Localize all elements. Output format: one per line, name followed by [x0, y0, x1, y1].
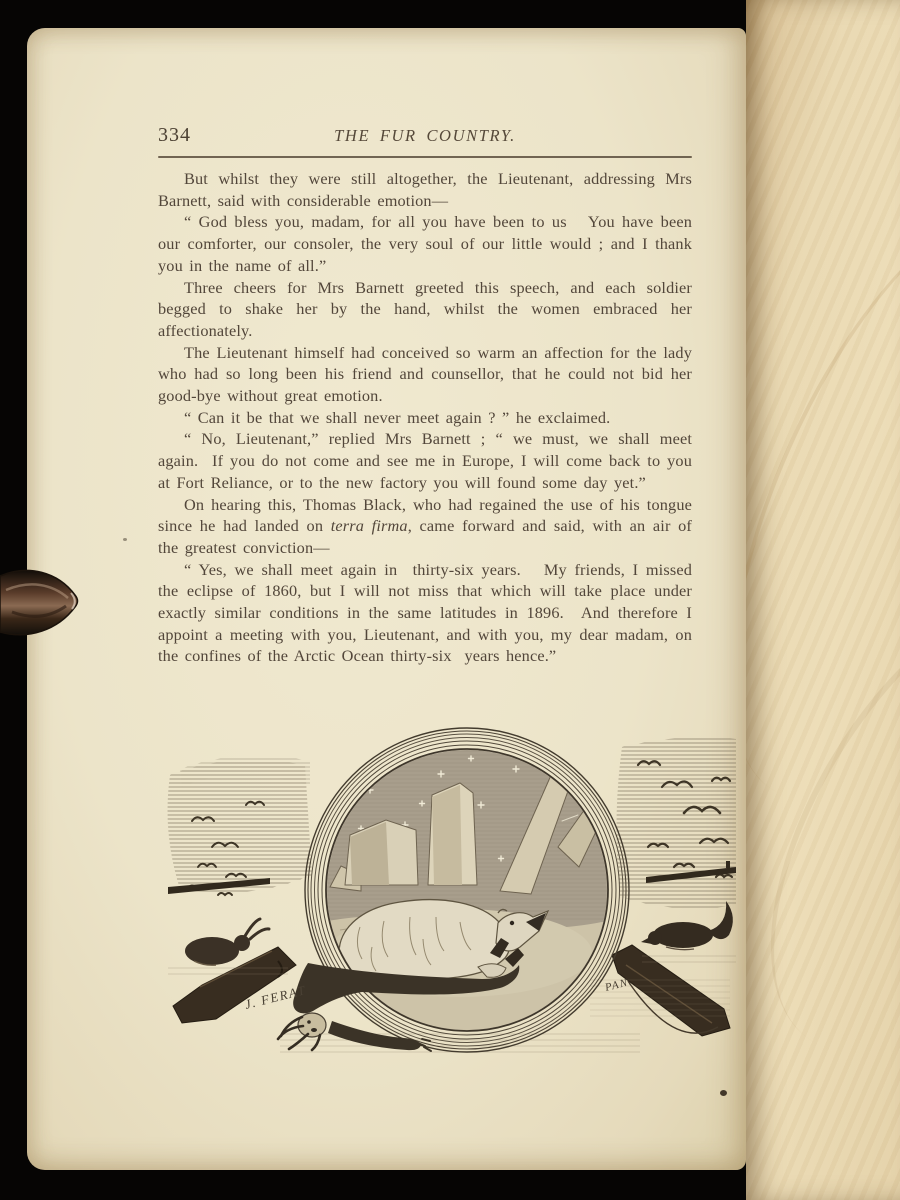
illustration	[160, 725, 740, 1070]
paragraph: The Lieutenant himself had conceived so warm an affection for the lady who had so long been his friend and counsellor, that he could not bid her good-bye without great emotion.	[158, 342, 692, 406]
paragraph: “ Yes, we shall meet again in thirty-six years. My friends, I missed the eclipse of 1860, but I will not miss that which will take place under exactly similar conditions in the same latitudes in 1896. And therefore I appoint a meeting with you, Lieutenant, and with you, my dear madam, on the confines of the Arctic Ocean thirty-six years hence.”	[158, 559, 692, 666]
paragraph: “ No, Lieutenant,” replied Mrs Barnett ; “ we must, we shall meet again. If you do not come and see me in Europe, I will come back to you at Fort Reliance, or to the new factory you will found some day yet.”	[158, 429, 692, 492]
body-text	[158, 168, 692, 667]
hatched-sky-left	[168, 756, 312, 893]
paragraph: On hearing this, Thomas Black, who had regained the use of his tongue since he had landed on terra firma, came forward and said, with an air of the greatest conviction—	[158, 494, 693, 557]
engraver-signature: PAN.	[603, 975, 635, 994]
book-page	[27, 28, 746, 1170]
paragraph: But whilst they were still altogether, the Lieutenant, addressing Mrs Barnett, said with considerable emotion—	[158, 169, 692, 210]
artist-signature: J. FERAT	[243, 982, 308, 1012]
page-number: 334	[158, 124, 191, 146]
paper-speck	[720, 1090, 727, 1096]
page-clip	[0, 560, 84, 646]
running-title: THE FUR COUNTRY.	[334, 126, 516, 145]
hatched-sky-right	[616, 737, 736, 908]
header-rule	[158, 156, 692, 158]
paragraph: “ God bless you, madam, for all you have been to us You have been our comforter, our consoler, the very soul of our little would ; and I thank you in the name of all.”	[158, 212, 692, 275]
paper-speck	[123, 538, 127, 541]
page-header	[158, 120, 692, 160]
facing-page	[746, 0, 900, 1200]
paragraph: “ Can it be that we shall never meet again ? ” he exclaimed.	[184, 407, 611, 427]
paragraph: Three cheers for Mrs Barnett greeted this speech, and each soldier begged to shake her by the hand, whilst the women embraced her affectionately.	[158, 277, 692, 340]
